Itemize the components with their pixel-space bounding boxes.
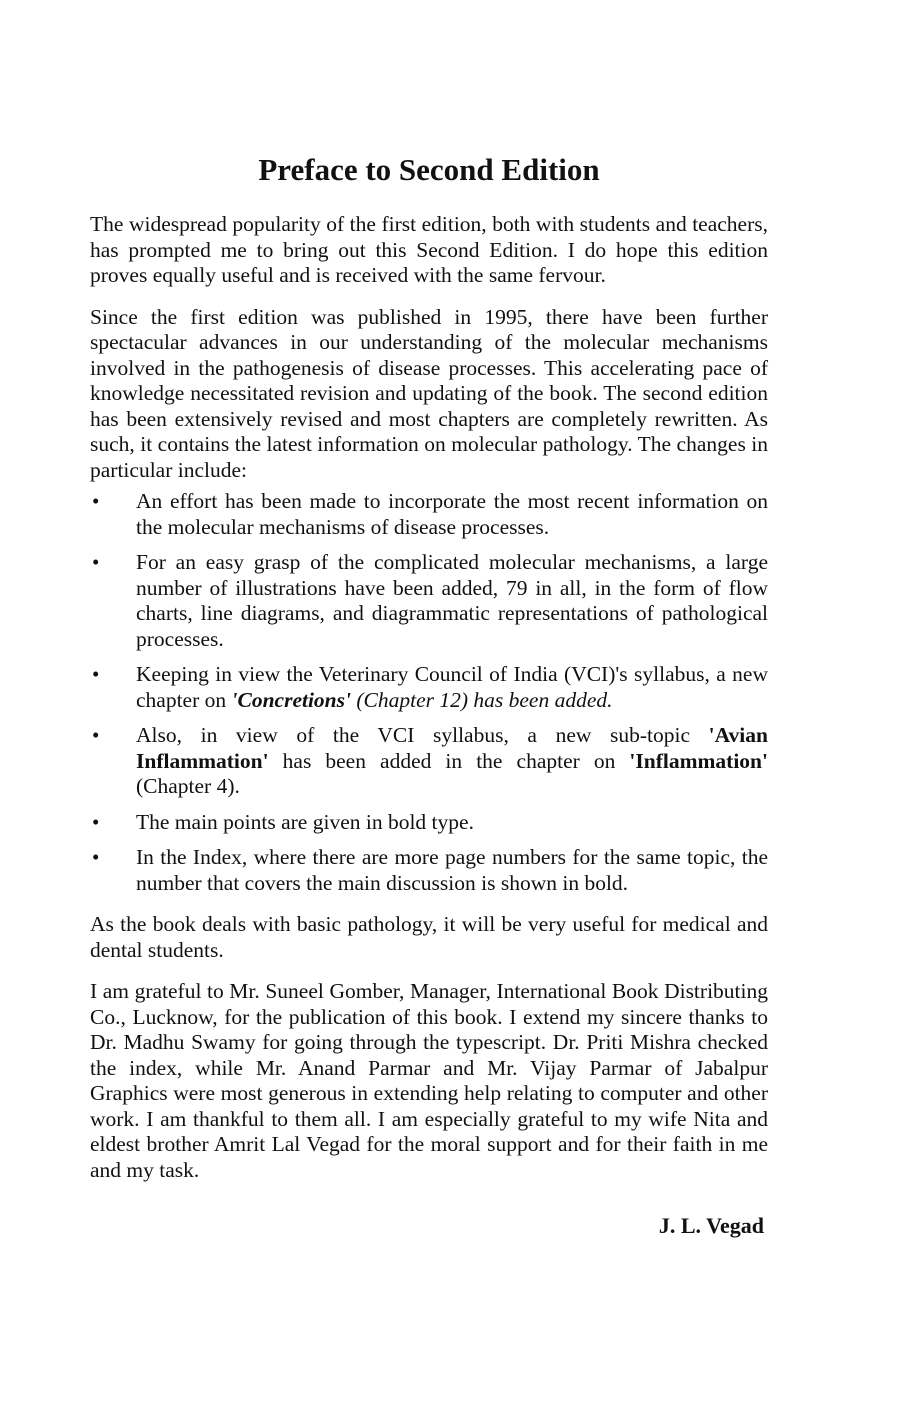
list-item	[90, 550, 768, 652]
bullet-icon: •	[92, 489, 100, 513]
list-item-text: Keeping in view the Veterinary Council of India (VCI)'s syllabus, a new chapter on	[136, 662, 768, 712]
preface-page	[90, 150, 768, 1239]
chapter-name-concretions: 'Concretions'	[231, 687, 351, 712]
list-item-text: In the Index, where there are more page numbers for the same topic, the number that covers the main discussion is shown in bold.	[136, 845, 768, 895]
bullet-icon: •	[92, 662, 100, 686]
list-item-text: (Chapter 4).	[136, 774, 240, 798]
list-item-text: For an easy grasp of the complicated molecular mechanisms, a large number of illustrations have been added, 79 in all, in the form of flow charts, line diagrams, and diagrammatic representations of pathological processes.	[136, 550, 768, 651]
bullet-icon: •	[92, 845, 100, 869]
subtopic-avian-inflammation: 'Avian Inflammation'	[136, 723, 768, 773]
list-item	[90, 810, 768, 836]
list-item	[90, 489, 768, 540]
list-item-text: The main points are given in bold type.	[136, 809, 474, 834]
list-item	[90, 662, 768, 713]
list-item-text: Also, in view of the VCI syllabus, a new sub-topic	[136, 723, 709, 747]
paragraph-acknowledgements: I am grateful to Mr. Suneel Gomber, Manager, International Book Distributing Co., Lucknow, for the publication of this book. I extend my sincere thanks to Dr. Madhu Swamy for going through the typescript. Dr. Priti Mishra checked the index, while Mr. Anand Parmar and Mr. Vijay Parmar of Jabalpur Graphics were most generous in extending help relating to computer and other work. I am thankful to them all. I am especially grateful to my wife Nita and eldest brother Amrit Lal Vegad for the moral support and for their faith in me and my task.	[90, 979, 768, 1182]
bullet-icon: •	[92, 723, 100, 747]
paragraph-changes: Since the first edition was published in 1995, there have been further spectacular advances in our understanding of the molecular mechanisms involved in the pathogenesis of disease processes. This accelerating pace of knowledge necessitated revision and updating of the book. The second edition has been extensively revised and most chapters are completely rewritten. As such, it contains the latest information on molecular pathology. The changes in particular include:	[90, 304, 768, 482]
changes-list	[90, 489, 768, 896]
bullet-icon: •	[92, 809, 100, 834]
paragraph-intro: The widespread popularity of the first edition, both with students and teachers, has prompted me to bring out this Second Edition. I do hope this edition proves equally useful and is received with the same fervour.	[90, 212, 768, 287]
list-item-text: An effort has been made to incorporate the most recent information on the molecular mechanisms of disease processes.	[136, 489, 768, 539]
bullet-icon: •	[92, 550, 100, 574]
list-item-text: has been added in the chapter on	[268, 748, 630, 773]
list-item	[90, 723, 768, 800]
author-signature: J. L. Vegad	[658, 1213, 764, 1238]
page-title: Preface to Second Edition	[258, 152, 600, 187]
chapter-name-inflammation: 'Inflammation'	[629, 748, 768, 773]
list-item	[90, 845, 768, 896]
list-item-text-italic: (Chapter 12) has been added.	[350, 687, 613, 712]
paragraph-audience: As the book deals with basic pathology, it will be very useful for medical and dental students.	[90, 912, 768, 962]
